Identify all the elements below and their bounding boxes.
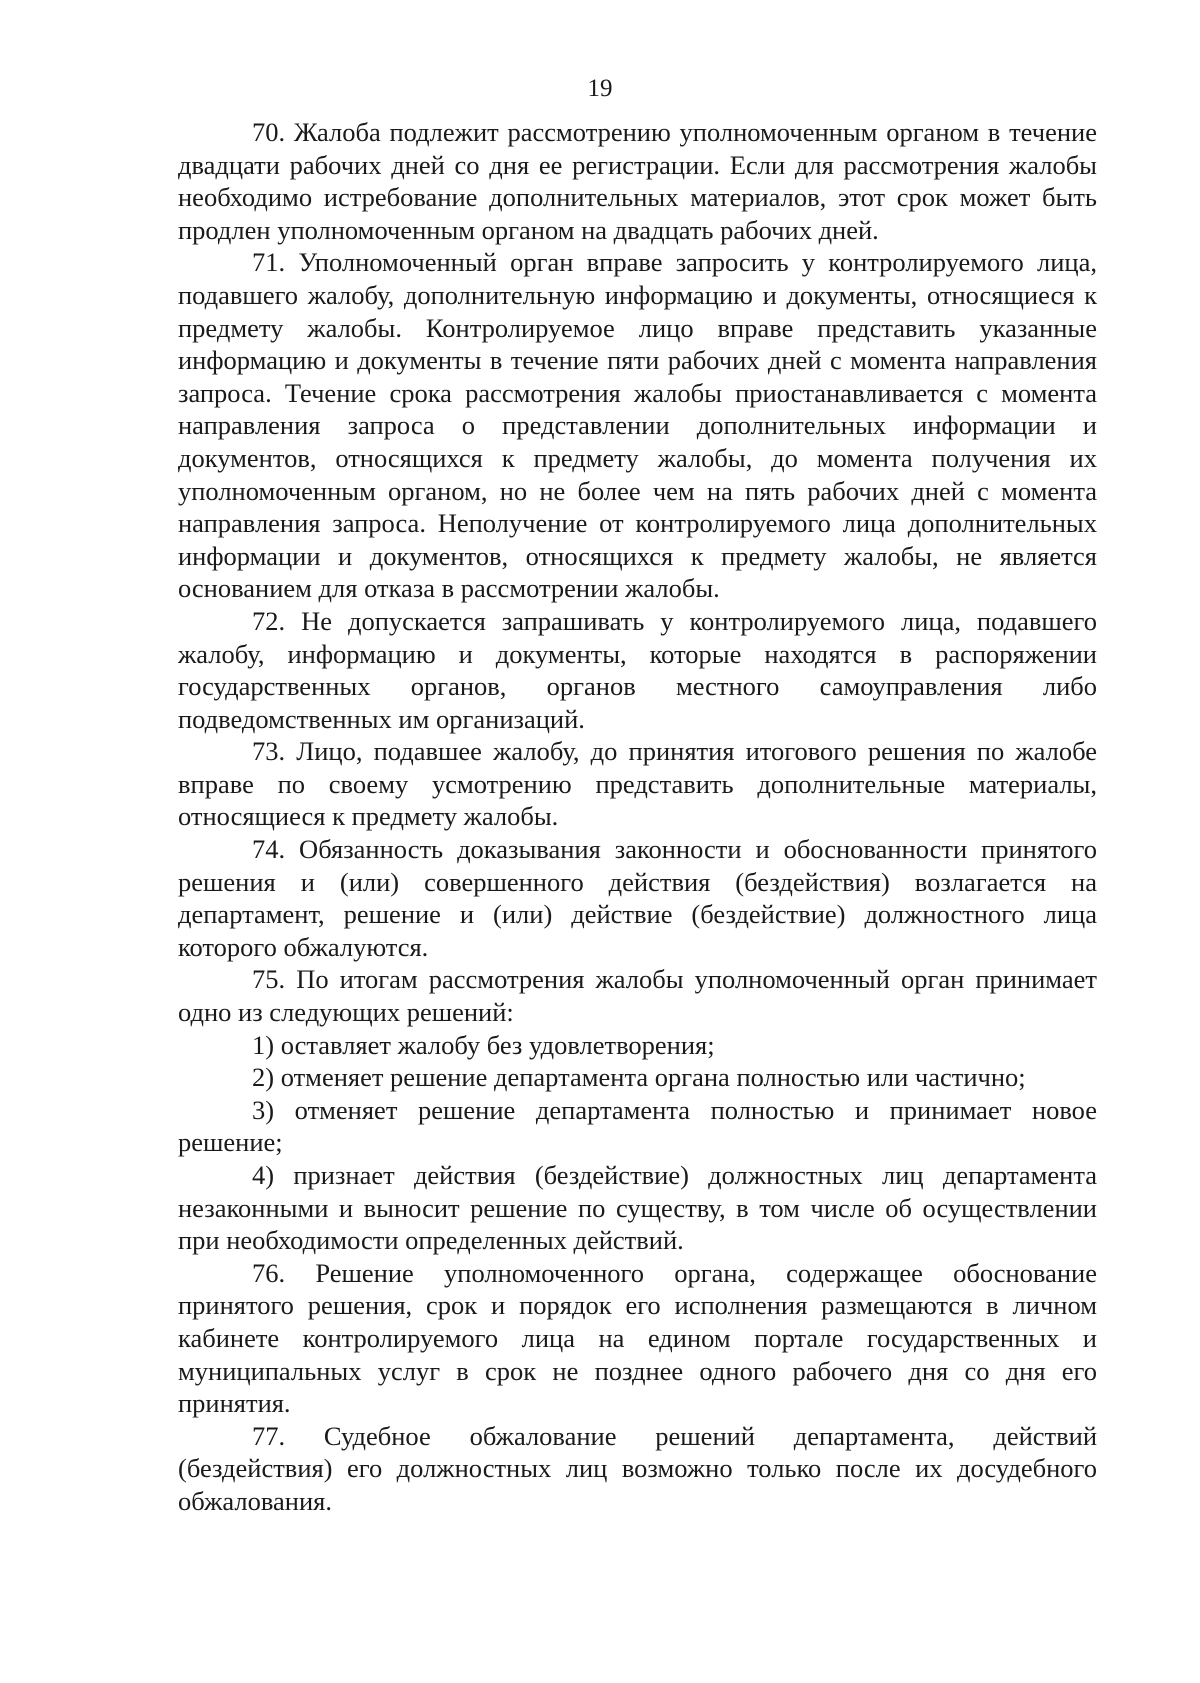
document-body [178,116,1097,1518]
page-number: 19 [587,75,613,102]
paragraph-77: 77. Судебное обжалование решений департамента, действий (бездействия) его должностных лиц возможно только после их досудебного обжалования. [178,1420,1097,1516]
paragraph-72: 72. Не допускается запрашивать у контролируемого лица, подавшего жалобу, информацию и документы, которые находятся в распоряжении государственных органов, органов местного самоуправления либо подведомственных им организаций. [178,605,1097,734]
paragraph-74: 74. Обязанность доказывания законности и обоснованности принятого решения и (или) совершенного действия (бездействия) возлагается на департамент, решение и (или) действие (бездействие) должностного лица которого обжалуются. [178,834,1097,962]
paragraph-76: 76. Решение уполномоченного органа, содержащее обоснование принятого решения, срок и порядок его исполнения размещаются в личном кабинете контролируемого лица на едином портале государственных и муниципальных услуг в срок не позднее одного рабочего дня со дня его принятия. [178,1257,1097,1419]
paragraph-73: 73. Лицо, подавшее жалобу, до принятия итогового решения по жалобе вправе по своему усмотрению представить дополнительные материалы, относящиеся к предмету жалобы. [178,736,1097,832]
list-item-2: 2) отменяет решение департамента органа полностью или частично; [252,1062,1026,1093]
list-item-4: 4) признает действия (бездействие) должностных лиц департамента незаконными и выносит решение по существу, в том числе об осуществлении при необходимости определенных действий. [178,1160,1097,1256]
paragraph-70: 70. Жалоба подлежит рассмотрению уполномоченным органом в течение двадцати рабочих дней со дня ее регистрации. Если для рассмотрения жалобы необходимо истребование дополнительных материалов, этот срок может быть продлен уполномоченным органом на двадцать рабочих дней. [178,117,1097,245]
paragraph-71: 71. Уполномоченный орган вправе запросить у контролируемого лица, подавшего жалобу, дополнительную информацию и документы, относящиеся к предмету жалобы. Контролируемое лицо вправе представить указанные информацию и документы в течение пяти рабочих дней с момента направления запроса. Течение срока рассмотрения жалобы приостанавливается с момента направления запроса о представлении дополнительных информации и документов, относящихся к предмету жалобы, до момента получения их уполномоченным органом, но не более чем на пять рабочих дней с момента направления запроса. Неполучение от контролируемого лица дополнительных информации и документов, относящихся к предмету жалобы, не является основанием для отказа в рассмотрении жалобы. [178,247,1097,604]
paragraph-75: 75. По итогам рассмотрения жалобы уполномоченный орган принимает одно из следующих решений: [178,964,1097,1028]
list-item-1: 1) оставляет жалобу без удовлетворения; [252,1029,715,1060]
list-item-3: 3) отменяет решение департамента полностью и принимает новое решение; [178,1094,1097,1158]
